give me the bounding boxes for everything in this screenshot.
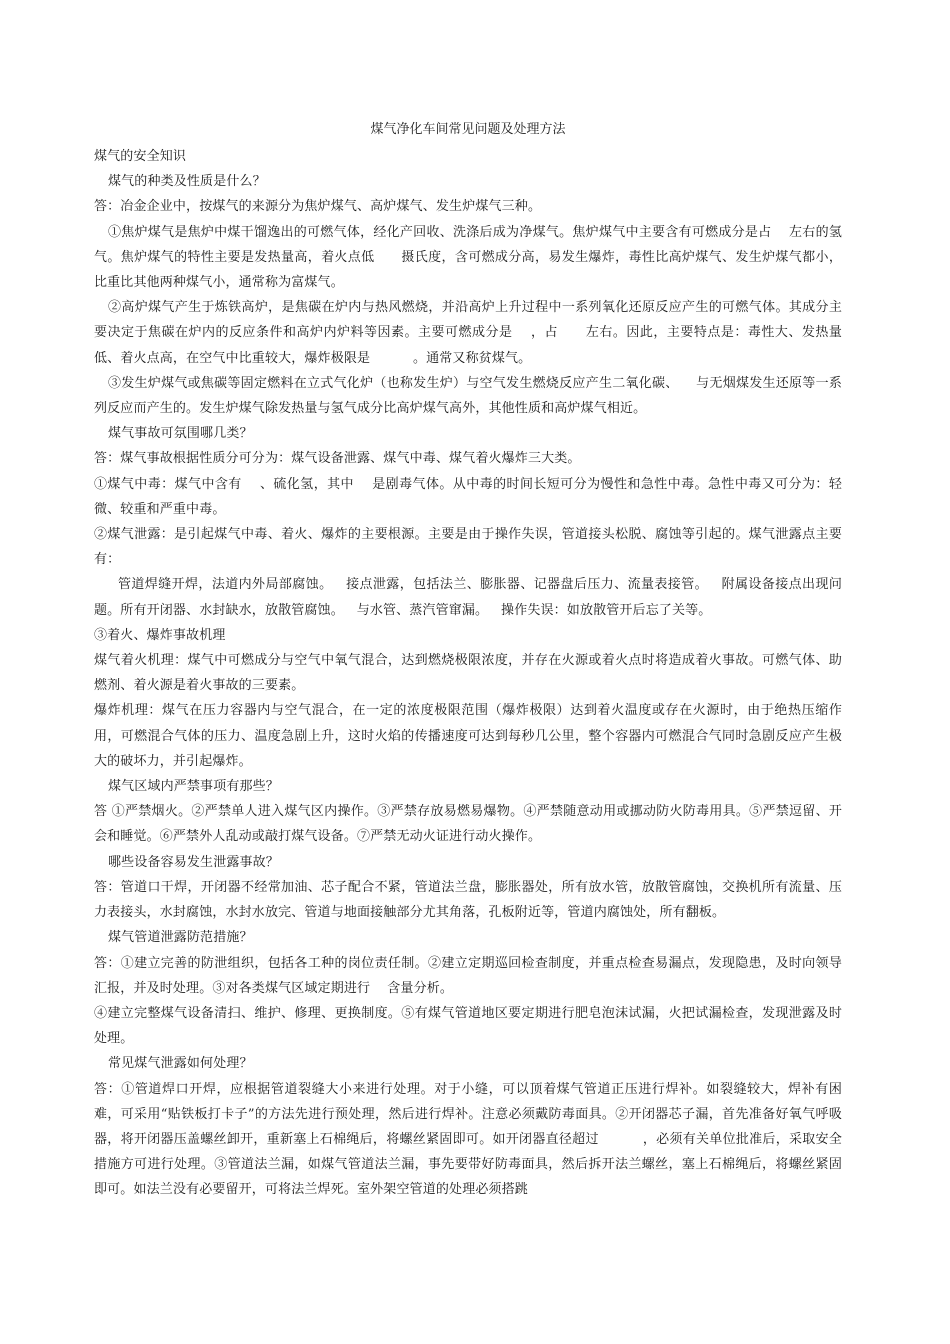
document-title: 煤气净化车间常见问题及处理方法	[370, 122, 566, 137]
answer-leakage-points: 管道焊缝开焊，法道内外局部腐蚀。 接点泄露，包括法兰、膨胀器、记器盘后压力、流量表接管。 附属设备接点出现问题。所有开闭器、水封缺水，放散管腐蚀。 与水管、蒸汽管窜漏。 操作失误：如放散管开后忘了关等。	[94, 577, 842, 618]
answer-prohibited-items: 答 ①严禁烟火。②严禁单人进入煤气区内操作。③严禁存放易燃易爆物。④严禁随意动用或挪动防火防毒用具。⑤严禁逗留、开会和睡觉。⑥严禁外人乱动或敲打煤气设备。⑦严禁无动火证进行动火操作。	[94, 804, 842, 845]
answer-gas-poisoning: ①煤气中毒：煤气中含有 、硫化氢，其中 是剧毒气体。从中毒的时间长短可分为慢性和急性中毒。急性中毒又可分为：轻微、较重和严重中毒。	[94, 476, 842, 517]
answer-coke-oven-gas: ①焦炉煤气是焦炉中煤干馏逸出的可燃气体，经化产回收、洗涤后成为净煤气。焦炉煤气中主要含有可燃成分是占 左右的氢气。焦炉煤气的特性主要是发热量高，着火点低 摄氏度，含可燃成分高，易发生爆炸，毒性比高炉煤气、发生炉煤气都小，比重比其他两种煤气小，通常称为富煤气。	[94, 224, 842, 291]
answer-fire-mechanism: 煤气着火机理：煤气中可燃成分与空气中氧气混合，达到燃烧极限浓度，并存在火源或着火点时将造成着火事故。可燃气体、助燃剂、着火源是着火事故的三要素。	[94, 653, 842, 694]
answer-accident-types-intro: 答：煤气事故根据性质分可分为：煤气设备泄露、煤气中毒、煤气着火爆炸三大类。	[94, 451, 581, 467]
answer-producer-gas: ③发生炉煤气或焦碳等固定燃料在立式气化炉（也称发生炉）与空气发生燃烧反应产生二氧化碳、 与无烟煤发生还原等一系列反应而产生的。发生炉煤气除发热量与氢气成分比高炉煤气高外，其他性质和高炉煤气相近。	[94, 375, 842, 417]
question-gas-types: 煤气的种类及性质是什么？	[108, 174, 266, 190]
answer-explosion-mechanism: 爆炸机理：煤气在压力容器内与空气混合，在一定的浓度极限范围（爆炸极限）达到着火温度或存在火源时，由于绝热压缩作用，可燃混合气体的压力、温度急剧上升，这时火焰的传播速度可达到每秒几公里，整个容器内可燃混合气同时急剧反应产生极大的破坏力，并引起爆炸。	[94, 703, 842, 769]
question-prohibited-items: 煤气区域内严禁事项有那些？	[108, 779, 279, 795]
answer-leak-prevention-1: 答：①建立完善的防泄组织，包括各工种的岗位责任制。②建立定期巡回检查制度，并重点检查易漏点，发现隐患，及时向领导汇报，并及时处理。③对各类煤气区域定期进行 含量分析。	[94, 955, 842, 996]
answer-fire-explosion-heading: ③着火、爆炸事故机理	[94, 627, 226, 643]
answer-leak-handling: 答：①管道焊口开焊，应根据管道裂缝大小来进行处理。对于小缝，可以顶着煤气管道正压进行焊补。如裂缝较大，焊补有困难，可采用“贴铁板打卡子”的方法先进行预处理，然后进行焊补。注意必须戴防毒面具。②开闭器芯子漏，首先准备好氧气呼吸器，将开闭器压盖螺丝卸开，重新塞上石棉绳后，将螺丝紧固即可。如开闭器直径超过 ，必须有关单位批准后，采取安全措施方可进行处理。③管道法兰漏，如煤气管道法兰漏，事先要带好防毒面具，然后拆开法兰螺丝，塞上石棉绳后，将螺丝紧固即可。如法兰没有必要留开，可将法兰焊死。室外架空管道的处理必须搭跳	[94, 1081, 842, 1198]
answer-blast-furnace-gas: ②高炉煤气产生于炼铁高炉，是焦碳在炉内与热风燃烧，并沿高炉上升过程中一系列氧化还原反应产生的可燃气体。其成分主要决定于焦碳在炉内的反应条件和高炉内炉料等因素。主要可燃成分是 ，占 左右。因此，主要特点是：毒性大、发热量低、着火点高，在空气中比重较大，爆炸极限是 。通常又称贫煤气。	[94, 300, 842, 366]
answer-gas-types-intro: 答：冶金企业中，按煤气的来源分为焦炉煤气、高炉煤气、发生炉煤气三种。	[94, 199, 542, 215]
document-page	[94, 118, 842, 1203]
question-accident-types: 煤气事故可氛围哪几类？	[108, 426, 253, 442]
answer-leak-prone-equipment: 答：管道口干焊，开闭器不经常加油、芯子配合不紧，管道法兰盘，膨胀器处，所有放水管，放散管腐蚀，交换机所有流量、压力表接头，水封腐蚀，水封水放完、管道与地面接触部分尤其角落，孔板附近等，管道内腐蚀处，所有翻板。	[94, 879, 842, 921]
answer-leak-prevention-2: ④建立完整煤气设备清扫、维护、修理、更换制度。⑤有煤气管道地区要定期进行肥皂泡沫试漏，火把试漏检查，发现泄露及时处理。	[94, 1005, 842, 1047]
question-leak-prone-equipment: 哪些设备容易发生泄露事故？	[108, 854, 279, 870]
question-leak-prevention: 煤气管道泄露防范措施？	[108, 930, 253, 946]
answer-gas-leakage: ②煤气泄露：是引起煤气中毒、着火、爆炸的主要根源。主要是由于操作失误，管道接头松脱、腐蚀等引起的。煤气泄露点主要有：	[94, 527, 842, 568]
section-heading: 煤气的安全知识	[94, 149, 187, 164]
question-leak-handling: 常见煤气泄露如何处理？	[108, 1056, 253, 1072]
